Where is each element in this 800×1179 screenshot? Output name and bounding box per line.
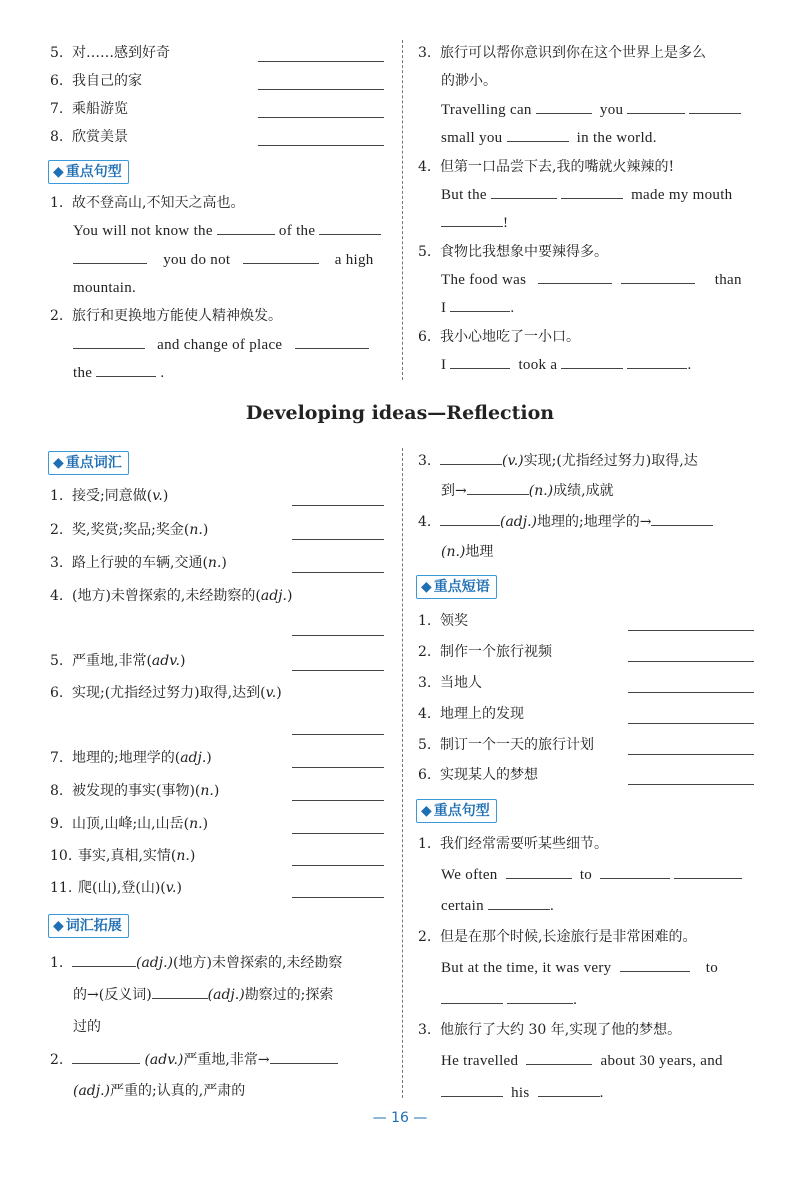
extension-item: 3. (v.)实现;(尤指经过努力)取得,达 [418, 453, 698, 469]
vocab-item: 6. 我自己的家 [50, 73, 142, 89]
vocab-item: 8. 欣赏美景 [50, 129, 128, 145]
vocab-item: 4. (地方)未曾探索的,未经勘察的(adj.) [50, 588, 293, 604]
vocab-item: 2. 奖,奖赏;奖品;奖金(n.) [50, 522, 209, 538]
phrase-item: 2. 制作一个旅行视频 [418, 644, 552, 660]
extension-item: 1. (adj.)(地方)未曾探索的,未经勘察 [50, 955, 343, 971]
sentence-en: certain . [441, 898, 555, 914]
diamond-icon: ◆ [53, 164, 64, 180]
sentence-cn: 3. 他旅行了大约 30 年,实现了他的梦想。 [418, 1022, 682, 1038]
section-badge: ◆ 词汇拓展 [48, 914, 129, 938]
vocab-item: 9. 山顶,山峰;山,山岳(n.) [50, 816, 209, 832]
sentence-cn: 1. 故不登高山,不知天之高也。 [50, 195, 245, 211]
diamond-icon: ◆ [421, 579, 432, 595]
diamond-icon: ◆ [53, 918, 64, 934]
vocab-item: 6. 实现;(尤指经过努力)取得,达到(v.) [50, 685, 282, 701]
sentence-cn: 2. 旅行和更换地方能使人精神焕发。 [50, 308, 282, 324]
vocab-item: 8. 被发现的事实(事物)(n.) [50, 783, 220, 799]
bottom-column-divider [402, 448, 403, 1098]
sentence-en: But the made my mouth [441, 187, 733, 203]
sentence-en: He travelled about 30 years, and [441, 1053, 723, 1069]
sentence-en: We often to [441, 865, 742, 885]
sentence-en: his . [441, 1083, 604, 1103]
answer-blank[interactable] [292, 800, 384, 801]
answer-blank[interactable] [628, 630, 754, 631]
answer-blank[interactable] [292, 734, 384, 735]
answer-blank[interactable] [292, 539, 384, 540]
extension-item: 4. (adj.)地理的;地理学的→ [418, 512, 713, 532]
sentence-en: small you in the world. [441, 130, 657, 146]
sentence-en: I . [441, 300, 515, 316]
sentence-en: mountain. [73, 280, 137, 296]
sentence-cn: 2. 但是在那个时候,长途旅行是非常困难的。 [418, 929, 697, 945]
sentence-en: Travelling can you [441, 100, 741, 120]
vocab-item: 11. 爬(山),登(山)(v.) [50, 880, 182, 896]
section-badge: ◆ 重点词汇 [48, 451, 129, 475]
top-column-divider [402, 40, 403, 380]
sentence-en: The food was than [441, 272, 742, 288]
extension-item: 到→ (n.)成绩,成就 [441, 483, 614, 499]
sentence-en: and change of place [73, 335, 369, 355]
answer-blank[interactable] [628, 754, 754, 755]
extension-item: (n.)地理 [441, 544, 494, 560]
vocab-item: 10. 事实,真相,实情(n.) [50, 848, 196, 864]
answer-blank[interactable] [292, 833, 384, 834]
answer-blank[interactable] [628, 692, 754, 693]
sentence-cn: 3. 旅行可以帮你意识到你在这个世界上是多么 [418, 45, 706, 61]
section-title: Developing ideas—Reflection [245, 402, 555, 424]
sentence-en: You will not know the of the [73, 221, 381, 241]
answer-blank[interactable] [258, 89, 384, 90]
diamond-icon: ◆ [53, 455, 64, 471]
answer-blank[interactable] [258, 61, 384, 62]
answer-blank[interactable] [628, 723, 754, 724]
vocab-item: 5. 对……感到好奇 [50, 45, 170, 61]
sentence-cn: 6. 我小心地吃了一小口。 [418, 329, 580, 345]
sentence-cn: 5. 食物比我想象中要辣得多。 [418, 244, 608, 260]
phrase-item: 1. 领奖 [418, 613, 468, 629]
answer-blank[interactable] [258, 145, 384, 146]
sentence-en: But at the time, it was very to [441, 960, 719, 976]
answer-blank[interactable] [292, 670, 384, 671]
section-badge: ◆ 重点短语 [416, 575, 497, 599]
section-badge: ◆ 重点句型 [48, 160, 129, 184]
answer-blank[interactable] [292, 505, 384, 506]
answer-blank[interactable] [292, 865, 384, 866]
extension-item: 的→(反义词) (adj.)勘察过的;探索 [73, 987, 334, 1003]
page-number: — 16 — [372, 1110, 428, 1126]
answer-blank[interactable] [292, 897, 384, 898]
answer-blank[interactable] [292, 572, 384, 573]
answer-blank[interactable] [258, 117, 384, 118]
vocab-item: 1. 接受;同意做(v.) [50, 488, 169, 504]
answer-blank[interactable] [292, 635, 384, 636]
phrase-item: 6. 实现某人的梦想 [418, 767, 538, 783]
answer-blank[interactable] [628, 784, 754, 785]
sentence-en: ! [441, 213, 508, 233]
sentence-en: I took a . [441, 357, 692, 373]
phrase-item: 4. 地理上的发现 [418, 706, 524, 722]
diamond-icon: ◆ [421, 803, 432, 819]
extension-item: 过的 [73, 1019, 101, 1035]
sentence-cn: 1. 我们经常需要听某些细节。 [418, 836, 608, 852]
sentence-cn: 的渺小。 [441, 73, 497, 89]
vocab-item: 7. 乘船游览 [50, 101, 128, 117]
phrase-item: 5. 制订一个一天的旅行计划 [418, 737, 594, 753]
sentence-en: the . [73, 365, 165, 381]
sentence-cn: 4. 但第一口品尝下去,我的嘴就火辣辣的! [418, 159, 675, 175]
vocab-item: 7. 地理的;地理学的(adj.) [50, 750, 212, 766]
phrase-item: 3. 当地人 [418, 675, 482, 691]
section-badge: ◆ 重点句型 [416, 799, 497, 823]
sentence-en: you do not a high [73, 250, 385, 270]
vocab-item: 5. 严重地,非常(adv.) [50, 653, 186, 669]
answer-blank[interactable] [292, 767, 384, 768]
extension-item: (adj.)严重的;认真的,严肃的 [73, 1083, 246, 1099]
extension-item: 2. (adv.)严重地,非常→ [50, 1050, 338, 1070]
vocab-item: 3. 路上行驶的车辆,交通(n.) [50, 555, 227, 571]
answer-blank[interactable] [628, 661, 754, 662]
sentence-en: . [441, 990, 577, 1010]
